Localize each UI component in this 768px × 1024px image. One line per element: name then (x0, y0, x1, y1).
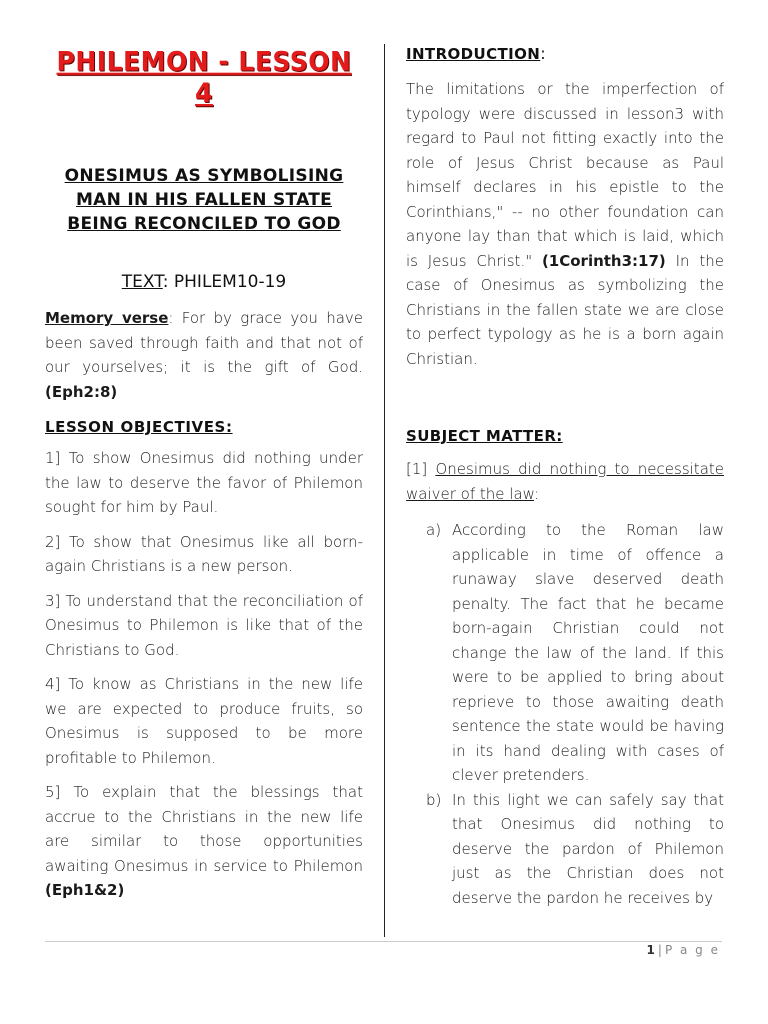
memory-verse-body: : For by grace you have been saved through faith and that not of our yourselves; it is the gift of God. (45, 309, 363, 376)
column-divider (384, 44, 385, 937)
subject-point-1: [1] Onesimus did nothing to necessitate waiver of the law: (406, 460, 724, 503)
subtitle-line: ONESIMUS AS SYMBOLISING (64, 166, 344, 186)
memory-verse (45, 306, 363, 404)
objectives-heading: LESSON OBJECTIVES: (45, 418, 233, 436)
page-number: 1 (646, 943, 655, 957)
text-label: TEXT (121, 272, 163, 292)
objective-item: 4] To know as Christians in the new life we are expected to produce fruits, so Onesimus is supposed to be more profitable to Philemon. (45, 675, 363, 767)
subtitle-line: MAN IN HIS FALLEN STATE (75, 190, 333, 210)
text-value: : PHILEM10-19 (162, 272, 287, 292)
list-item: a) According to the Roman law applicable in time of offence a runaway slave deserved death penalty. The fact that he became born-again Christian could not change the law of the land. If this were to be applied to bring about reprieve to those awaiting death sentence the state would be having in its hand dealing with cases of clever pretenders. (406, 518, 724, 788)
page-title: PHILEMON - LESSON 4 (56, 45, 352, 109)
scripture-text-reference (45, 272, 363, 292)
page-label: P a g e (664, 943, 720, 957)
memory-verse-label: Memory verse (45, 309, 169, 327)
objective-item: 2] To show that Onesimus like all born-again Christians is a new person. (45, 532, 363, 575)
objective-item: 3] To understand that the reconciliation of Onesimus to Philemon is like that of the Christians to God. (45, 591, 363, 659)
objective-ref: (Eph1&2) (45, 881, 125, 899)
subject-point-list (406, 518, 724, 910)
left-column (45, 44, 363, 903)
page-footer (647, 943, 720, 957)
subtitle-line: BEING RECONCILED TO GOD (67, 214, 341, 234)
right-column (406, 44, 724, 910)
objective-item: 1] To show Onesimus did nothing under the law to deserve the favor of Philemon sought for him by Paul. (45, 449, 363, 516)
lesson-subtitle (45, 164, 363, 236)
introduction-ref: (1Corinth3:17) (541, 251, 666, 270)
subject-matter-heading: SUBJECT MATTER: (406, 427, 563, 445)
memory-verse-ref: (Eph2:8) (45, 382, 118, 401)
introduction-heading: INTRODUCTION: (406, 44, 546, 63)
footer-separator: | (657, 943, 662, 957)
footer-rule (45, 941, 722, 942)
list-marker: b) (426, 790, 442, 809)
list-marker: a) (426, 521, 442, 539)
list-item: b) In this light we can safely say that that Onesimus did nothing to deserve the pardon of Philemon just as the Christian does not deserve the pardon he receives by (406, 788, 724, 911)
objective-item: 5] To explain that the blessings that accrue to the Christians in the new life are similar to those opportunities awaiting Onesimus in service to Philemon (Eph1&2) (45, 783, 363, 899)
introduction-paragraph: The limitations or the imperfection of typology were discussed in lesson3 with regard to Paul not fitting exactly into the role of Jesus Christ because as Paul himself declares in his epistle to the Corinthians," -- no other foundation can anyone lay than that which is laid, which is Jesus Christ." (1Corinth3:17) In the case of Onesimus as symbolizing the Christians in the fallen state we are close to perfect typology as he is a born again Christian. (406, 80, 724, 368)
